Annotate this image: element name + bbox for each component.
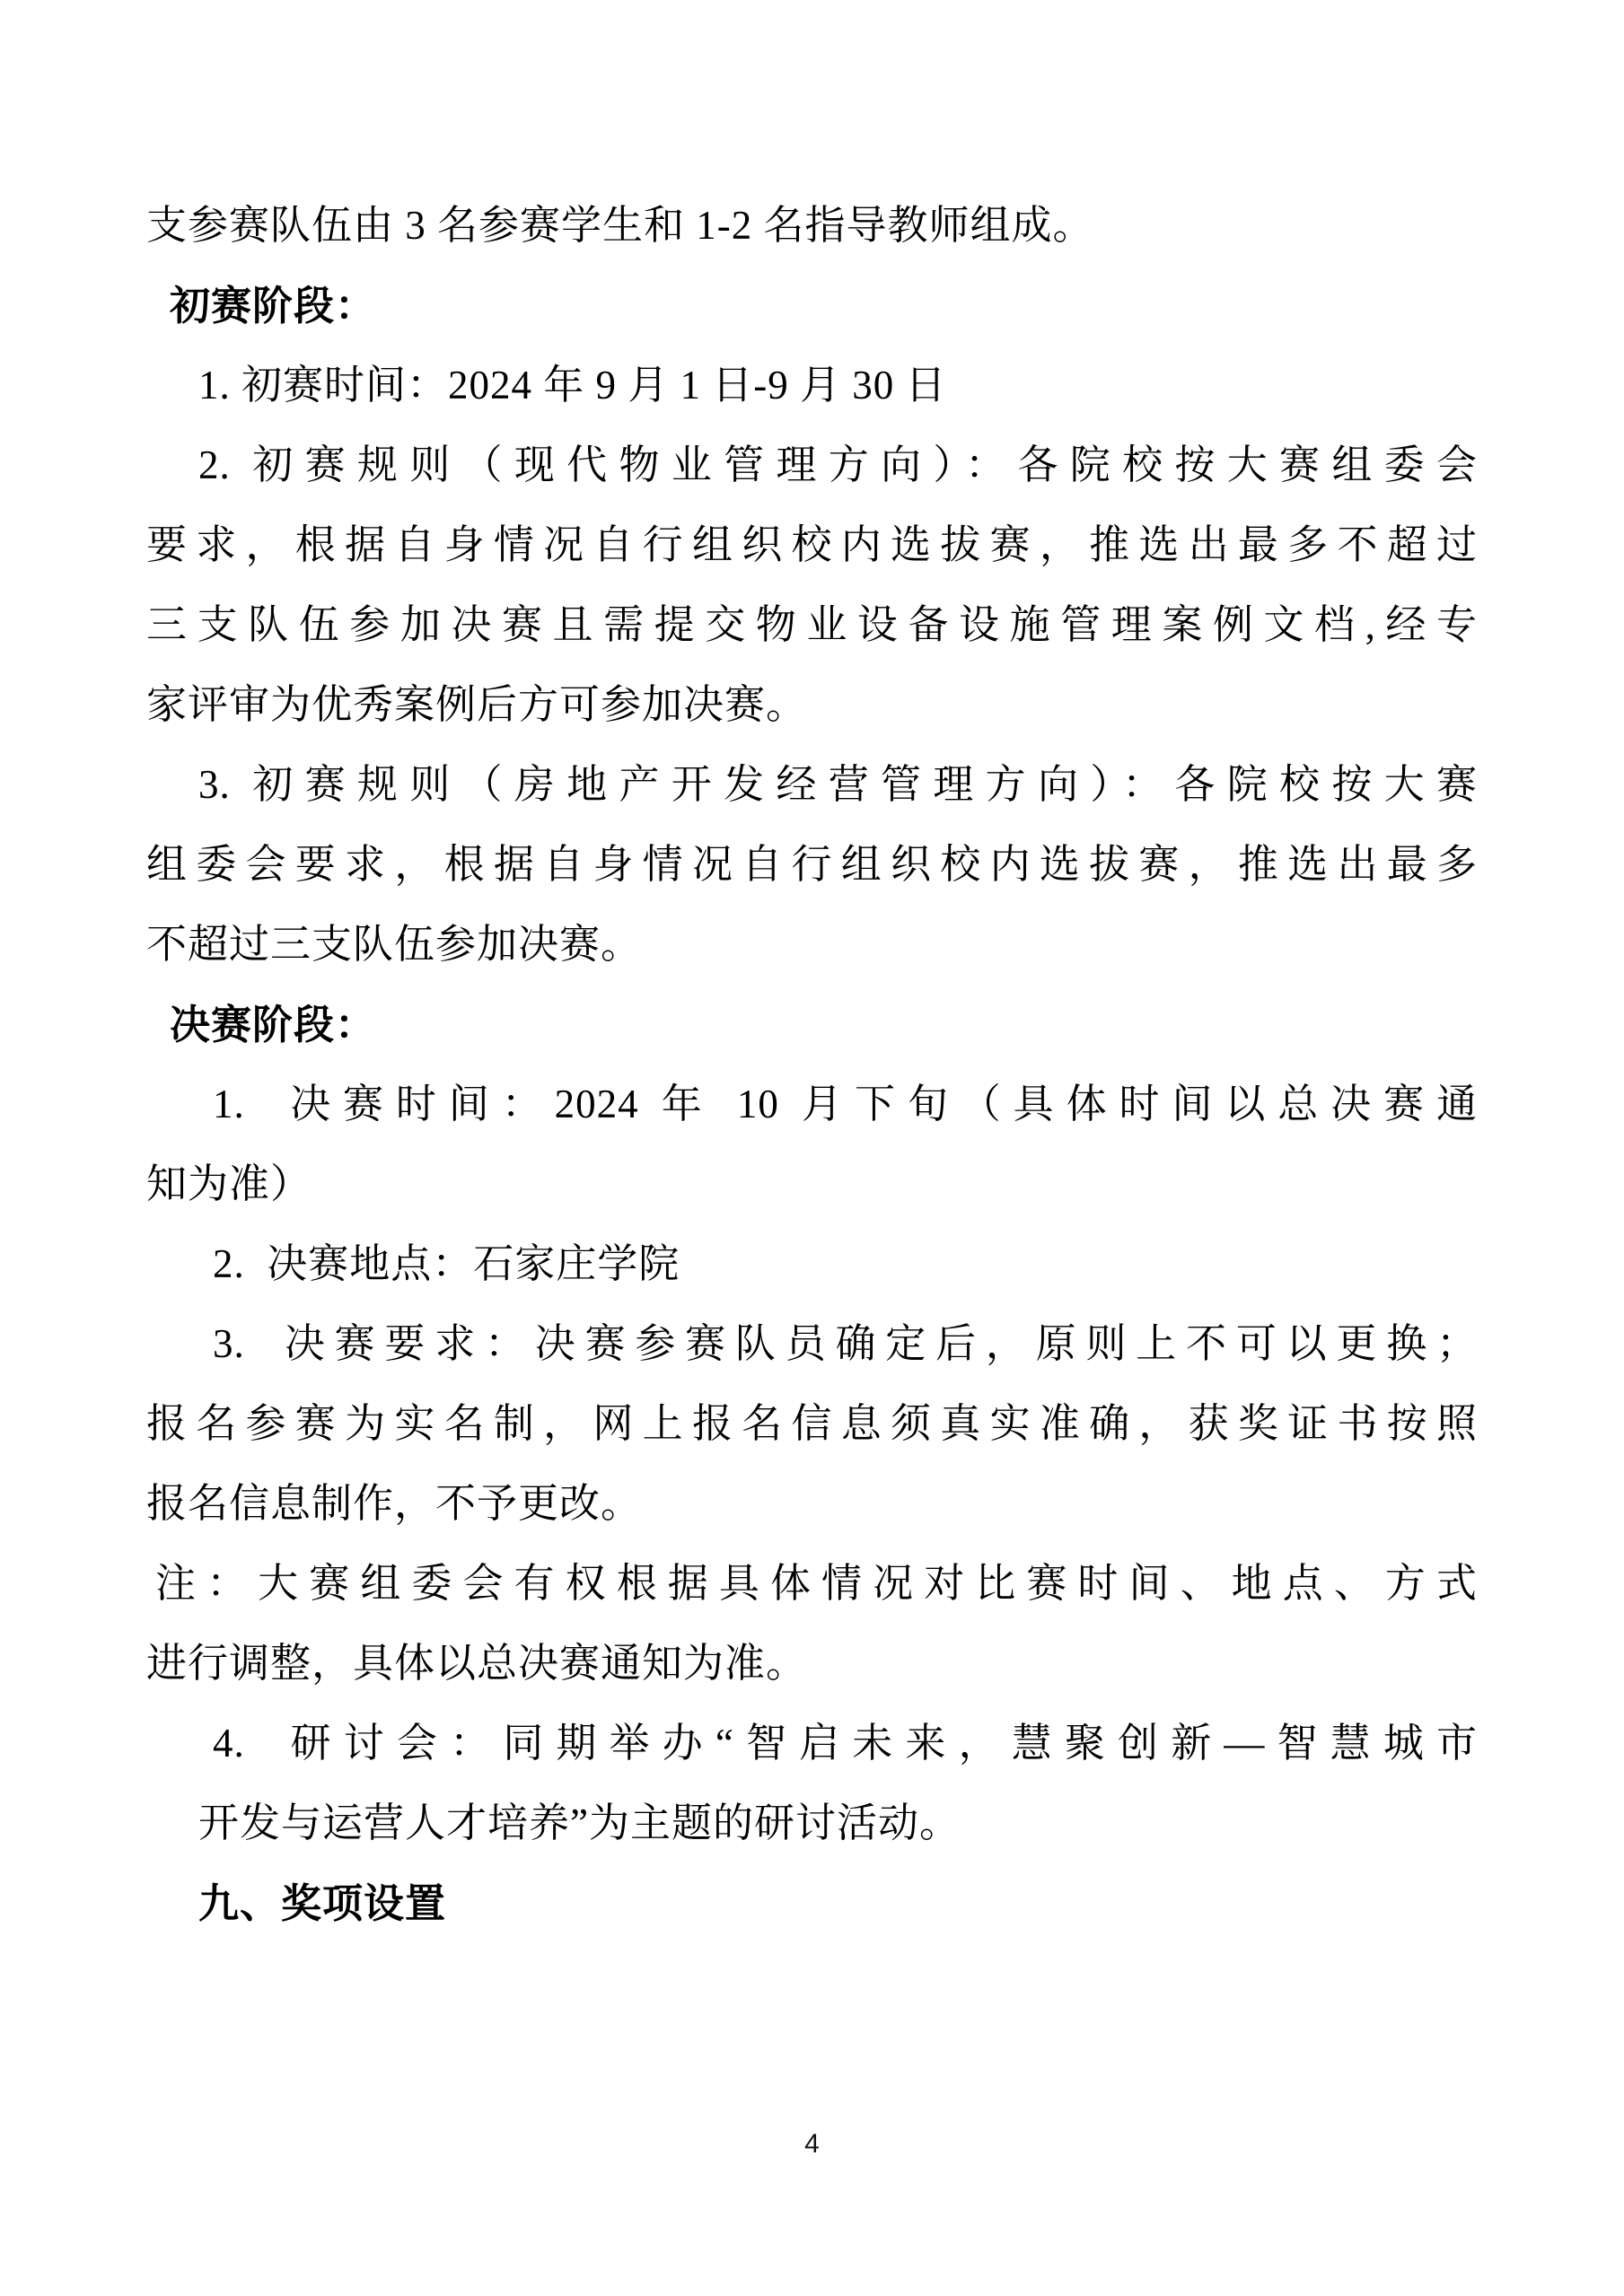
text-line-7: 家评审为优秀案例后方可参加决赛。 xyxy=(146,682,808,727)
text-line-20: 4. 研讨会：同期举办“智启未来，慧聚创新—智慧城市 xyxy=(213,1721,1478,1766)
text-line-22: 九、奖项设置 xyxy=(198,1880,447,1926)
text-line-9: 组委会要求，根据自身情况自行组织校内选拔赛，推选出最多 xyxy=(146,842,1478,887)
text-line-15: 3. 决赛要求：决赛参赛队员确定后，原则上不可以更换； xyxy=(213,1321,1478,1366)
text-line-16: 报名参赛为实名制，网上报名信息须真实准确，获奖证书按照 xyxy=(146,1401,1478,1446)
text-line-5: 要求，根据自身情况自行组织校内选拔赛，推选出最多不超过 xyxy=(146,522,1478,567)
text-line-6: 三支队伍参加决赛且需提交物业设备设施管理案例文档,经专 xyxy=(146,602,1478,647)
text-line-4: 2. 初赛规则（现代物业管理方向）：各院校按大赛组委会 xyxy=(198,443,1478,487)
text-line-17: 报名信息制作，不予更改。 xyxy=(146,1481,643,1526)
text-line-3: 1. 初赛时间：2024 年 9 月 1 日-9 月 30 日 xyxy=(198,363,947,407)
text-line-19: 进行调整，具体以总决赛通知为准。 xyxy=(146,1641,808,1686)
text-line-12: 1. 决赛时间：2024 年 10 月下旬（具体时间以总决赛通 xyxy=(213,1082,1478,1126)
document-body xyxy=(146,186,1478,1943)
text-line-11: 决赛阶段： xyxy=(170,1002,377,1047)
text-line-13: 知为准） xyxy=(146,1161,312,1206)
text-line-14: 2. 决赛地点：石家庄学院 xyxy=(213,1241,680,1286)
text-line-10: 不超过三支队伍参加决赛。 xyxy=(146,922,643,967)
text-line-21: 开发与运营人才培养”为主题的研讨活动。 xyxy=(198,1801,961,1845)
text-line-18: 注：大赛组委会有权根据具体情况对比赛时间、地点、方式 xyxy=(155,1561,1478,1606)
text-line-1: 支参赛队伍由 3 名参赛学生和 1-2 名指导教师组成。 xyxy=(146,203,1094,248)
text-line-8: 3. 初赛规则（房地产开发经营管理方向）：各院校按大赛 xyxy=(198,762,1478,807)
page-number: 4 xyxy=(804,2129,820,2159)
text-line-2: 初赛阶段： xyxy=(170,283,377,329)
